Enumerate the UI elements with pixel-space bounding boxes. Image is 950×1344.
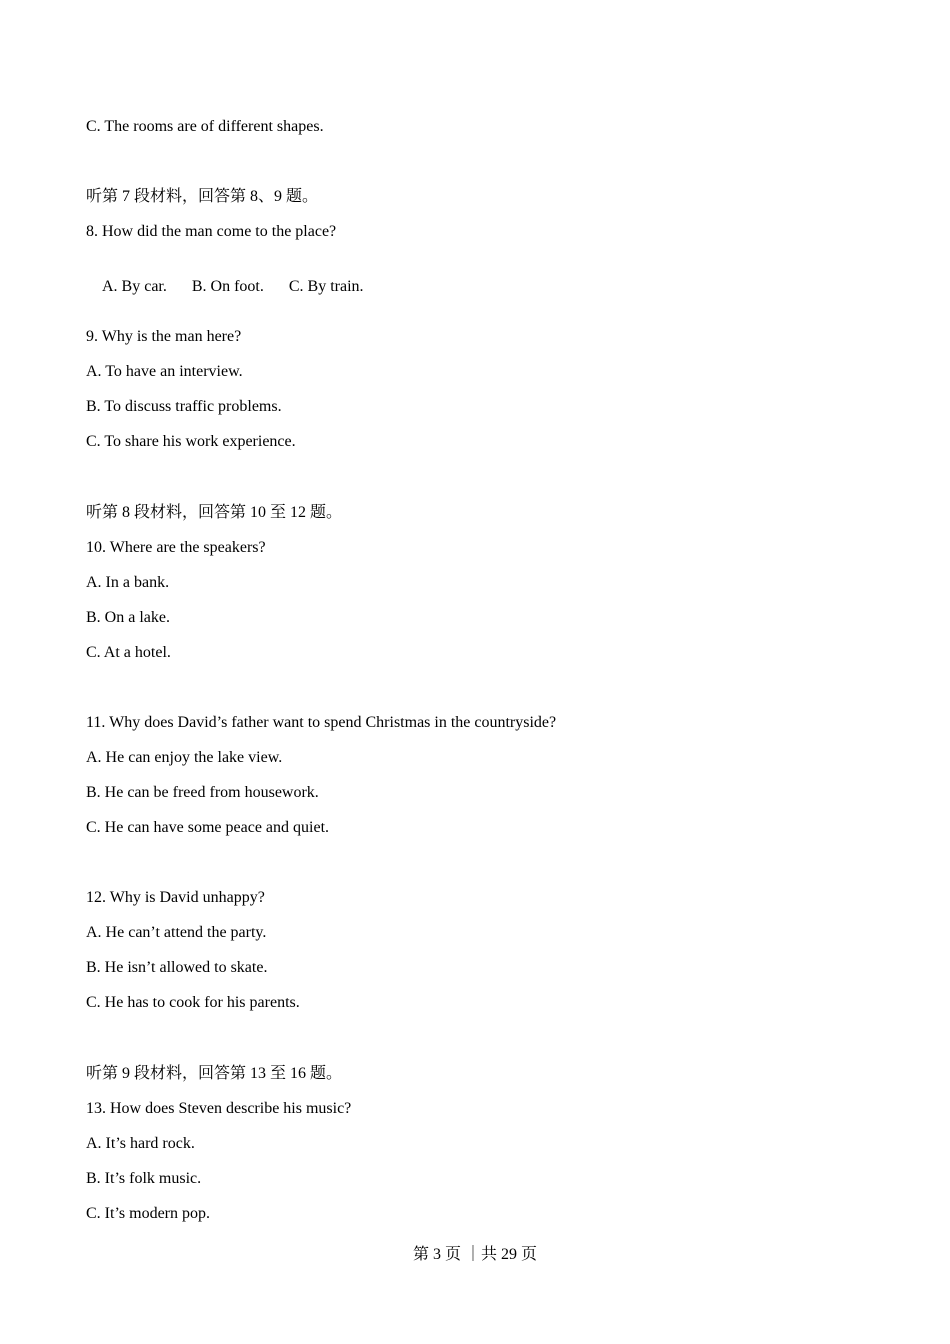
q8-option-b: B. On foot. xyxy=(191,278,264,295)
question-13: 13. How does Steven describe his music? xyxy=(86,1100,352,1117)
section-9-instruction: 听第 9 段材料，回答第 13 至 16 题。 xyxy=(86,1065,343,1082)
q9-option-b: B. To discuss traffic problems. xyxy=(86,398,282,415)
q7-option-c: C. The rooms are of different shapes. xyxy=(86,118,324,135)
question-12: 12. Why is David unhappy? xyxy=(86,889,265,906)
section-8-instruction: 听第 8 段材料，回答第 10 至 12 题。 xyxy=(86,504,343,521)
question-8-options xyxy=(86,257,364,317)
q13-option-a: A. It’s hard rock. xyxy=(86,1135,195,1152)
question-8: 8. How did the man come to the place? xyxy=(86,223,337,240)
q11-option-c: C. He can have some peace and quiet. xyxy=(86,819,330,836)
q11-option-a: A. He can enjoy the lake view. xyxy=(86,749,283,766)
q10-option-c: C. At a hotel. xyxy=(86,644,171,661)
question-10: 10. Where are the speakers? xyxy=(86,539,266,556)
q12-option-b: B. He isn’t allowed to skate. xyxy=(86,959,268,976)
q10-option-b: B. On a lake. xyxy=(86,609,170,626)
q13-option-c: C. It’s modern pop. xyxy=(86,1205,210,1222)
q8-option-a: A. By car. xyxy=(102,278,167,295)
q9-option-a: A. To have an interview. xyxy=(86,363,243,380)
q11-option-b: B. He can be freed from housework. xyxy=(86,784,319,801)
q12-option-c: C. He has to cook for his parents. xyxy=(86,994,300,1011)
q8-option-c: C. By train. xyxy=(288,278,364,295)
q13-option-b: B. It’s folk music. xyxy=(86,1170,202,1187)
section-7-instruction: 听第 7 段材料，回答第 8、9 题。 xyxy=(86,188,319,205)
question-9: 9. Why is the man here? xyxy=(86,328,242,345)
q9-option-c: C. To share his work experience. xyxy=(86,433,296,450)
page-footer: 第 3 页 ｜共 29 页 xyxy=(412,1246,537,1263)
q10-option-a: A. In a bank. xyxy=(86,574,170,591)
question-11: 11. Why does David’s father want to spend Christmas in the countryside? xyxy=(86,714,557,731)
q12-option-a: A. He can’t attend the party. xyxy=(86,924,267,941)
